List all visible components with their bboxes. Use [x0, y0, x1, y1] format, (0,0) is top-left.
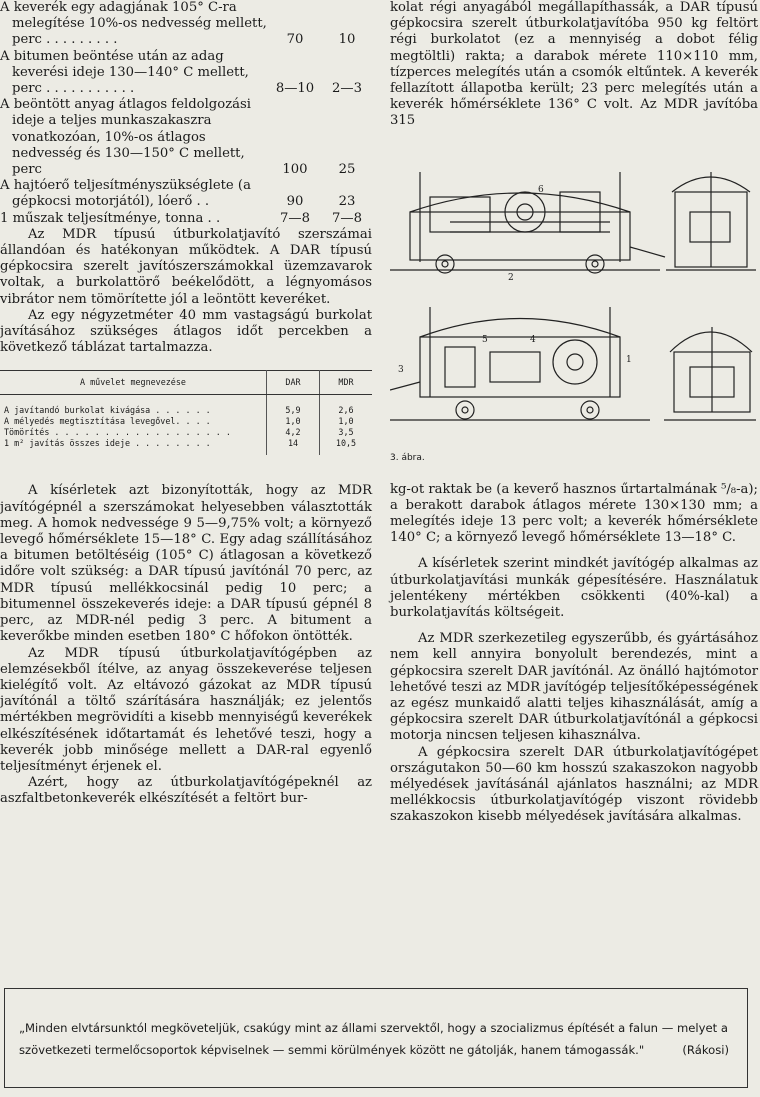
spec-row-mdr: 2—3 — [332, 81, 362, 97]
spec-row-label: A keverék egy adagjának 105° C-ra melegítése 10%-os nedvesség mellett, perc . . . . . . . . . — [0, 0, 267, 48]
table-cell-dar: 1,0 — [267, 416, 320, 427]
machine-figure — [390, 152, 758, 472]
figure-label: 5 — [482, 334, 488, 345]
figure-label: 2 — [508, 272, 514, 283]
operations-table — [0, 370, 372, 455]
figure-label: 3 — [398, 364, 404, 375]
paragraph: kg-ot raktak be (a keverő hasznos űrtartalmának ⁵/₈-a); a berakott darabok átlagos mérete 130×130 mm; a melegítés ideje 13 perc volt; a keverék hőmérséklete 140° C; a környező levegő hőmérséklete 13—18° C. — [390, 481, 758, 546]
spec-row — [0, 211, 372, 227]
right-column — [390, 0, 758, 826]
table-cell-mdr: 10,5 — [320, 438, 373, 455]
spec-row — [0, 49, 372, 98]
quote-author: (Rákosi) — [682, 1043, 729, 1057]
table-row — [0, 427, 372, 438]
figure-label: 4 — [530, 334, 536, 345]
table-row — [0, 438, 372, 455]
table-header-mdr: MDR — [320, 371, 373, 395]
table-header-dar: DAR — [267, 371, 320, 395]
spec-row-dar: 7—8 — [280, 210, 310, 226]
spec-row-label: A bitumen beöntése után az adag keverési ideje 130—140° C mellett, perc . . . . . . . . . . . — [0, 48, 249, 97]
table-cell-label: 1 m² javítás összes ideje . . . . . . . . — [4, 438, 211, 449]
figure-label: 1 — [626, 354, 632, 365]
table-cell-dar: 5,9 — [267, 395, 320, 417]
spec-row-label: 1 műszak teljesítménye, tonna . . — [0, 210, 221, 226]
spec-row-mdr: 10 — [338, 32, 356, 48]
spec-row-dar: 100 — [282, 162, 308, 178]
paragraph: A gépkocsira szerelt DAR útburkolatjavítógépet országutakon 50—60 km hosszú szakaszokon nagyobb mélyedések javításánál ajánlatos használni; az MDR mellékkocsis útburkolatjavítógép viszont rövidebb szakaszokon kisebb mélyedések javítására alkalmas. — [390, 744, 758, 825]
machine-drawing — [390, 152, 758, 452]
table-cell-dar: 14 — [267, 438, 320, 455]
spec-row — [0, 0, 372, 49]
paragraph: Az MDR típusú útburkolatjavító szerszámai állandóan és hatékonyan működtek. A DAR típusú gépkocsira szerelt javítószerszámokkal üzemzavarok voltak, a burkolattörő beékelődött, a légnyomásos vibrátor nem tömörítette jól a leöntött keveréket. — [0, 226, 372, 307]
paragraph: A kísérletek szerint mindkét javítógép alkalmas az útburkolatjavítási munkák gépesítésére. Használatuk jelentékeny mértékben csökkenti (40%-kal) a burkolatjavítás költségeit. — [390, 556, 758, 621]
quote-box — [4, 988, 748, 1088]
spec-row — [0, 178, 372, 210]
figure-caption: 3. ábra. — [390, 452, 425, 463]
spec-row — [0, 97, 372, 178]
table-header-row — [0, 371, 372, 395]
spec-row-dar: 8—10 — [275, 81, 315, 97]
table-cell-dar: 4,2 — [267, 427, 320, 438]
paragraph: Azért, hogy az útburkolatjavítógépeknél az aszfaltbetonkeverék elkészítését a feltört bur- — [0, 775, 372, 807]
spec-row-dar: 70 — [286, 32, 304, 48]
figure-label: 6 — [538, 184, 544, 195]
table-cell-mdr: 3,5 — [320, 427, 373, 438]
table-cell-label: A javítandó burkolat kivágása . . . . . . — [4, 405, 211, 416]
table-cell-mdr: 1,0 — [320, 416, 373, 427]
table-header-operation: A művelet megnevezése — [0, 371, 267, 395]
table-cell-label: Tömörítés . . . . . . . . . . . . . . . . . . — [4, 427, 231, 438]
left-column — [0, 0, 372, 808]
spec-row-mdr: 23 — [338, 194, 356, 210]
paragraph: Az egy négyzetméter 40 mm vastagságú burkolat javításához szükséges átlagos időt percekben a következő táblázat tartalmazza. — [0, 307, 372, 356]
paragraph: Az MDR típusú útburkolatjavítógépben az elemzésekből ítélve, az anyag összekeverése teljesen kielégítő volt. Az eltávozó gázokat az MDR típusú javítónál a töltő szárítására használják; ez jelentős mértékben megrövidíti a kisebb mennyiségű keverékek elkészítésének időtartamát és lehetővé teszi, hogy a keverék jobb minősége mellett a DAR-ral egyenlő teljesítményt érjenek el. — [0, 645, 372, 774]
paragraph: A kísérletek azt bizonyították, hogy az MDR javítógépnél a szerszámokat helyesebben választották meg. A homok nedvessége 9 5—9,75% volt; a környező levegő hőmérséklete 15—18° C. Egy adag szállításához a bitumen betöltéséig (105° C) átlagosan a következő időre volt szükség: a DAR típusú javítónál 70 perc, az MDR típusú mellékkocsinál pedig 10 perc; a bitumennel összekeverés ideje: a DAR típusú gépnél 8 perc, az MDR-nél pedig 3 perc. A bitument a keverőkbe minden esetben 180° C hőfokon öntötték. — [0, 483, 372, 645]
spec-table — [0, 0, 372, 227]
spec-row-mdr: 7—8 — [332, 210, 362, 226]
paragraph: Az MDR szerkezetileg egyszerűbb, és gyártásához nem kell annyira bonyolult berendezés, mint a gépkocsira szerelt DAR javítónál. Az önálló hajtómotor lehetővé teszi az MDR javítógép teljesítőképességének az egész munkaidő alatti teljes kihasználását, amíg a gépkocsira szerelt DAR útburkolatjavítónál a gépkocsi motorja nincsen teljesen kihasználva. — [390, 631, 758, 744]
table-row — [0, 395, 372, 417]
spec-row-label: A hajtóerő teljesítményszükséglete (a gépkocsi motorjától), lóerő . . — [0, 178, 251, 210]
paragraph: kolat régi anyagából megállapíthassák, a DAR típusú gépkocsira szerelt útburkolatjavítóba 950 kg feltört régi burkolatot (ez a mennyiség a dobot félig megtöltli) rakta; a darabok mérete 110×110 mm, tízperces melegítés után a csomók eltűntek. A keverék fellazított állapotba került; 23 perc melegítés után a keverék hőmérséklete 136° C volt. Az MDR javítóba 315 — [390, 0, 758, 129]
spec-row-dar: 90 — [286, 194, 304, 210]
quote-text: „Minden elvtársunktól megköveteljük, csakúgy mint az állami szervektől, hogy a szocializmus építését a falun — melyet a szövetkezeti termelőcsoportok képviselnek — semmi körülmények között ne gátolják, hanem támogassák." — [19, 1021, 728, 1057]
table-cell-mdr: 2,6 — [320, 395, 373, 417]
table-cell-label: A mélyedés megtisztítása levegővel. . . . — [4, 416, 211, 427]
spec-row-label: A beöntött anyag átlagos feldolgozási ideje a teljes munkaszakaszra vonatkozóan, 10%-os átlagos nedvesség és 130—150° C mellett, perc — [0, 97, 251, 178]
table-row — [0, 416, 372, 427]
spec-row-mdr: 25 — [338, 162, 356, 178]
